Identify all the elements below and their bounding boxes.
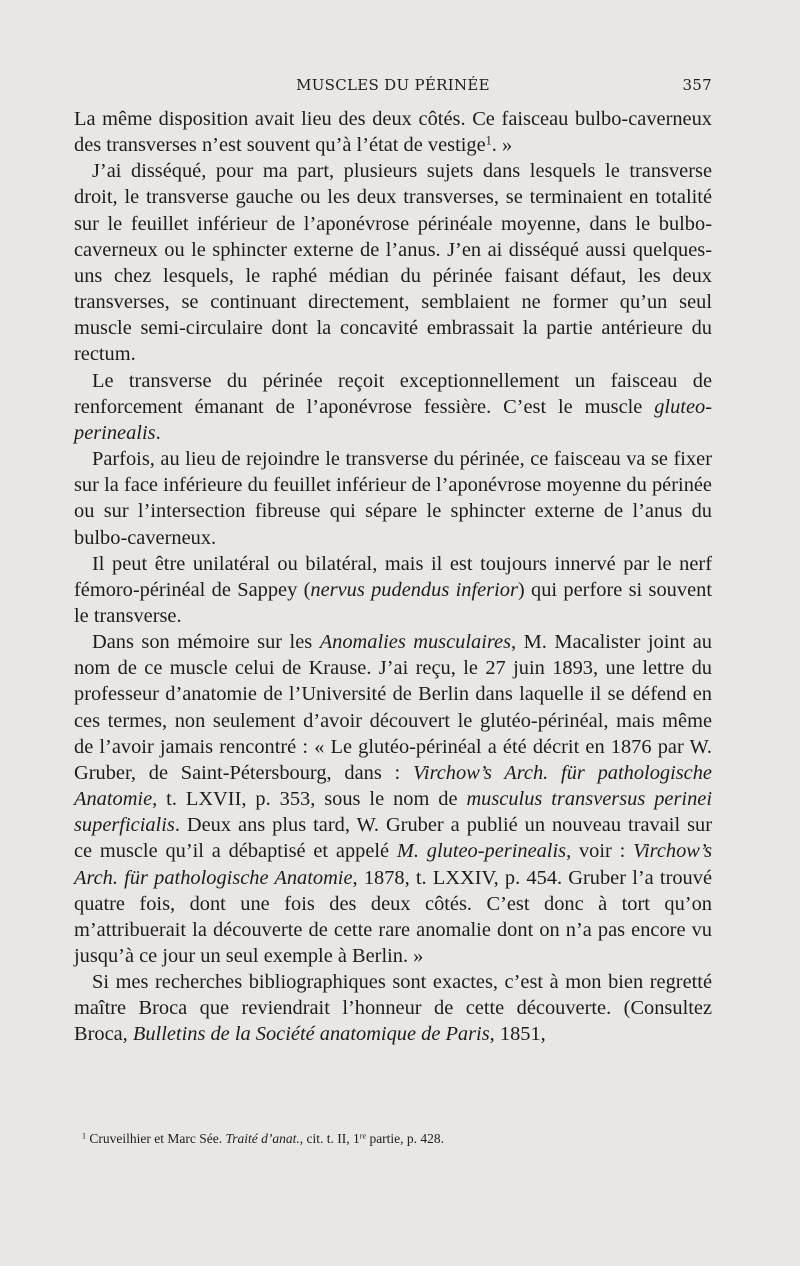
body-text — [74, 106, 712, 1048]
italic-text: Traité d’anat. — [225, 1131, 300, 1146]
text-run: J’ai disséqué, pour ma part, plusieurs sujets dans lesquels le transverse droit, le transverse gauche ou les deux transverses, se terminaient en totalité sur le feuillet inférieur de l’aponévrose périnéale moyenne, dans le bulbo-caverneux ou le sphincter externe de l’anus. J’en ai disséqué aussi quelques-uns chez lesquels, le raphé médian du périnée faisant défaut, les deux transverses, se continuant directement, semblaient ne former qu’un seul muscle semi-circulaire dont la concavité embrassait la partie antérieure du rectum. — [74, 160, 712, 366]
text-run: partie, p. 428. — [366, 1131, 445, 1146]
text-run: , 1878, t. LXXIV, p. 454. Gruber l’a trouvé quatre fois, dont une fois des deux côtés. C’est donc à tort qu’on m’attribuerait la découverte de cette rare anomalie dont on n’a pas encore vu jusqu’à ce jour un seul exemple à Berlin. » — [74, 866, 713, 967]
text-run: Parfois, au lieu de rejoindre le transverse du périnée, ce faisceau va se fixer sur la face inférieure du feuillet inférieur de l’aponévrose moyenne du périnée ou sur l’intersection fibreuse qui sépare le sphincter externe de l’anus du bulbo-caverneux. — [74, 448, 712, 549]
footnote-marker: re — [359, 1131, 367, 1141]
text-run: ) qui perfore si souvent le transverse. — [74, 578, 712, 627]
footnote — [82, 1130, 722, 1148]
footnote-marker: 1 — [485, 133, 492, 148]
italic-text: Virchow’s Arch. für pathologische Anatomie — [74, 840, 712, 889]
paragraph-4 — [74, 446, 712, 551]
paragraph-6 — [74, 629, 712, 969]
paragraph-2 — [74, 158, 712, 367]
italic-text: gluteo-perinealis — [74, 395, 712, 444]
page-header — [74, 76, 712, 100]
running-title: MUSCLES DU PÉRINÉE — [296, 76, 490, 94]
text-run: Si mes recherches bibliographiques sont exactes, c’est à mon bien regretté maître Broca que reviendrait l’honneur de cette découverte. (Consultez Broca, — [74, 971, 712, 1046]
text-run: Dans son mémoire sur les — [92, 631, 320, 654]
italic-text: M. gluteo-perinealis — [396, 840, 567, 863]
text-run: , M. Macalister joint au nom de ce muscle celui de Krause. J’ai reçu, le 27 juin 1893, une lettre du professeur d’anatomie de l’Université de Berlin dans laquelle il se défend en ces termes, non seulement d’avoir découvert le glutéo-périnéal, mais même de l’avoir jamais rencontré : « Le glutéo-périnéal a été décrit en 1876 par W. Gruber, de Saint-Pétersbourg, dans : — [74, 631, 712, 784]
paragraph-3 — [74, 368, 712, 446]
page-number: 357 — [682, 76, 712, 94]
text-run: , t. LXVII, p. 353, sous le nom de — [152, 788, 467, 811]
text-run: Le transverse du périnée reçoit exceptionnellement un faisceau de renforcement émanant de l’aponévrose fessière. C’est le muscle — [74, 369, 712, 418]
paragraph-7 — [74, 969, 712, 1047]
italic-text: Virchow’s Arch. für pathologische Anatomie — [74, 761, 712, 811]
text-run: , 1851, — [489, 1023, 546, 1046]
footnote-marker: 1 — [82, 1131, 87, 1141]
text-run: La même disposition avait lieu des deux côtés. Ce faisceau bulbo-caverneux des transverses n’est souvent qu’à l’état de vestige — [74, 108, 712, 157]
text-run: , cit. t. II, 1 — [299, 1131, 360, 1146]
text-run: , voir : — [566, 840, 634, 863]
italic-text: Anomalies musculaires — [319, 631, 512, 654]
text-run: Cruveilhier et Marc Sée. — [86, 1131, 226, 1146]
paragraph-1 — [74, 106, 712, 158]
text-run: . » — [491, 134, 513, 157]
text-run: . — [155, 421, 161, 444]
italic-text: musculus transversus perinei superficialis — [74, 788, 712, 837]
paragraph-5 — [74, 551, 712, 629]
text-run: Il peut être unilatéral ou bilatéral, mais il est toujours innervé par le nerf fémoro-périnéal de Sappey ( — [74, 552, 712, 601]
italic-text: nervus pudendus inferior — [310, 578, 518, 601]
italic-text: Bulletins de la Société anatomique de Paris — [132, 1023, 490, 1046]
text-run: . Deux ans plus tard, W. Gruber a publié un nouveau travail sur ce muscle qu’il a débaptisé et appelé — [74, 814, 712, 863]
